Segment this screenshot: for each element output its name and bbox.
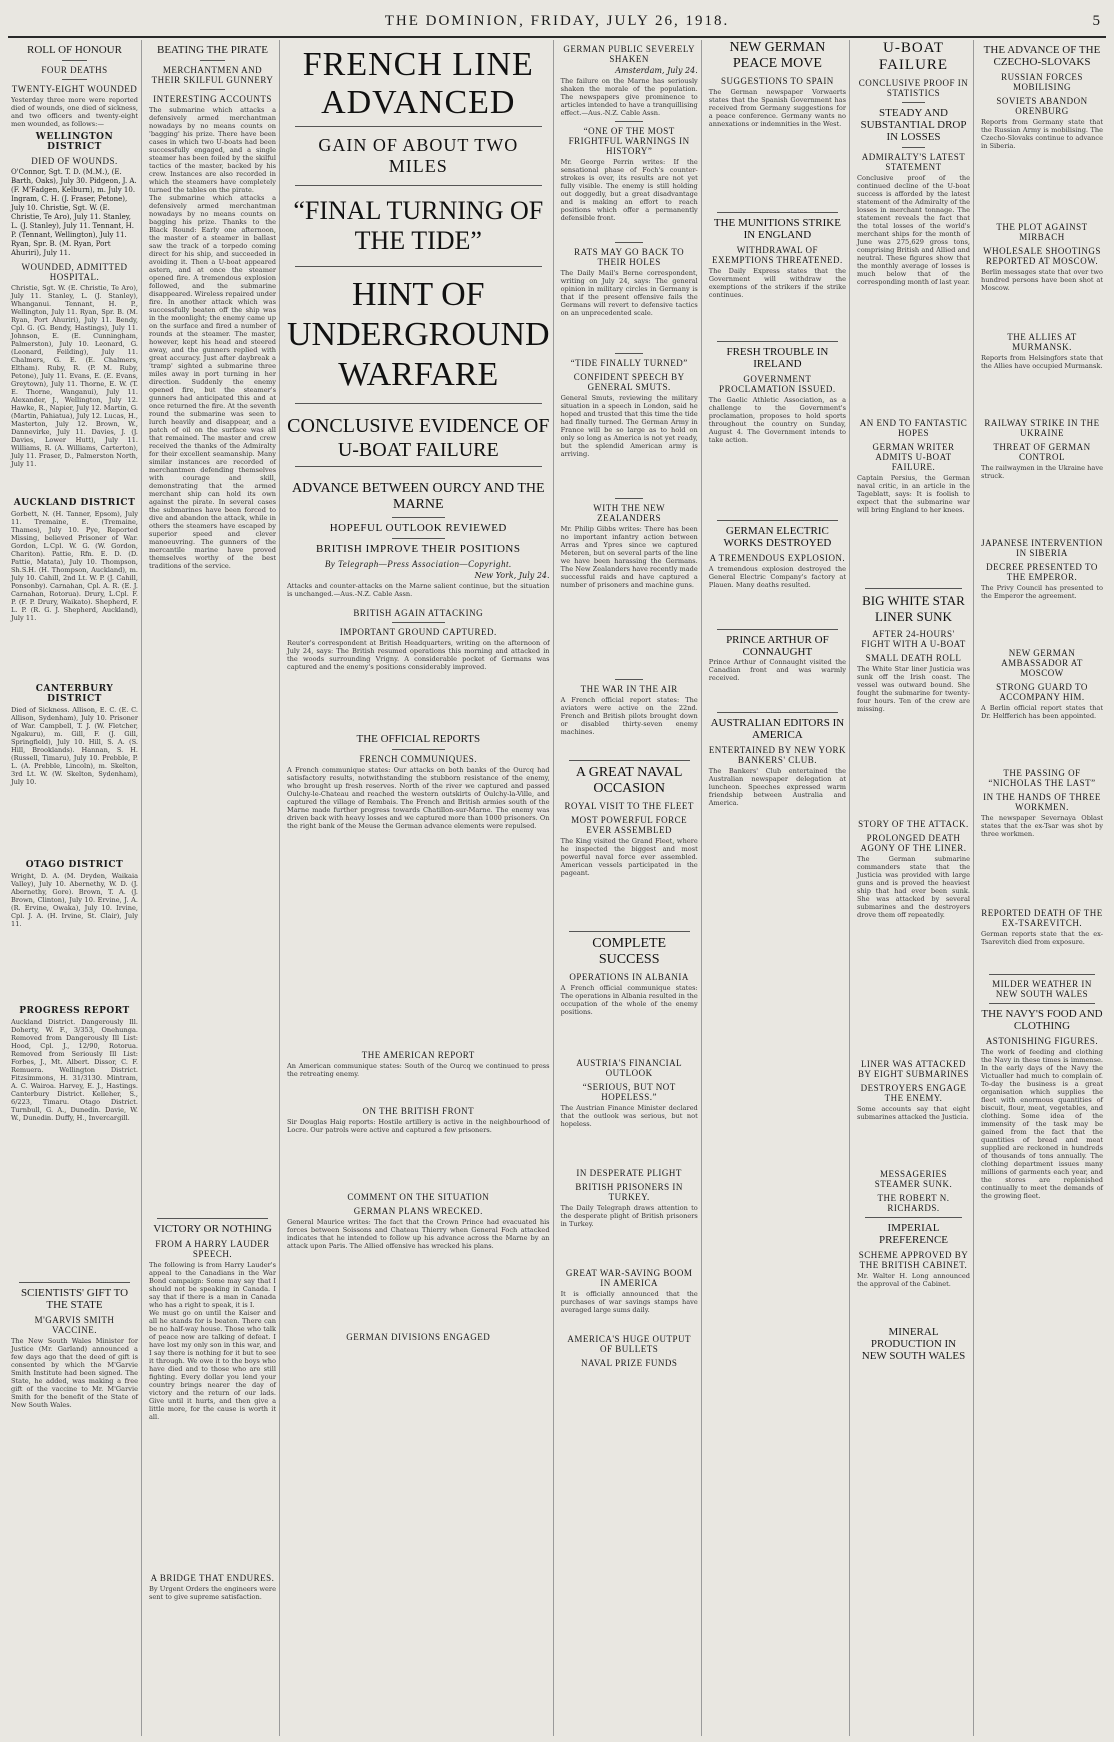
soviets-head: SOVIETS ABANDON ORENBURG [996,96,1088,116]
saving-body: It is officially announced that the purchases of war savings stamps have averaged large sums daily. [560,1290,698,1314]
story-body: The German submarine commanders state that the Justicia was provided with large guns and is proved the heaviest ship that had ever been sunk. She was attacked by several submarines and the destroyers drove them off repeatedly. [857,855,970,919]
column-roll-of-honour [8,40,142,1736]
peace-sub: SUGGESTIONS TO SPAIN [720,76,834,86]
again-head: BRITISH AGAIN ATTACKING [353,608,484,618]
air-body: A French official report states: The aviators were active on the 22nd. French and British pilots brought down or disabled thirty-seven enemy machines. [560,696,698,736]
ireland-body: The Gaelic Athletic Association, as a challenge to the Government's proclamation, proposes to hold sports throughout the country on Sunday, August 4. The Government intends to take action. [708,396,846,444]
roll-title: ROLL OF HONOUR [27,44,122,56]
roll-sub-wounded: TWENTY-EIGHT WOUNDED [11,84,138,94]
admits-body: Captain Persius, the German naval critic, in an article in the Tageblatt, says: It is foolish to expect that the submarine war will bring England to her knees. [857,474,970,514]
pirate-sub-accounts: INTERESTING ACCOUNTS [153,94,272,104]
hopeful-head: HOPEFUL OUTLOOK REVIEWED [329,522,507,534]
bridge-head: A BRIDGE THAT ENDURES. [150,1573,275,1583]
british-front-body: Sir Douglas Haig reports: Hostile artillery is active in the neighbourhood of Locre. Our patrols were active and captured a few prisoners. [287,1118,550,1134]
naval-sub2: MOST POWERFUL FORCE EVER ASSEMBLED [571,815,688,835]
lead-conclusive: CONCLUSIVE EVIDENCE OF U-BOAT FAILURE [287,415,550,461]
again-body: Reuter's correspondent at British Headquarters, writing on the afternoon of July 24, says: The British resumed operations this morning and attacked in the woods surrounding Vrigny. A considerable pocket of Germans was captured and the enemy's positions considerably improved. [287,639,550,671]
naval-prize-head: NAVAL PRIZE FUNDS [580,1358,678,1368]
canterbury-list: Died of Sickness. Allison, E. C. (E. C. Allison, Sydenham), July 10. Prisoner of War. Campbell, T. J. (W. Fletcher, Ngakuru), m. Gill, F. (J. Gill, Springfield), July 10. Hill, S. A. (S. Hill, Brooklands). Hannan, S. H. (Russell, Timaru), July 10. Prebble, P. L. (A. Prebble, Lincoln), m. Skelton, 3rd Lt. W. (W. Skelton, Sydenham), July 10. [11,706,138,786]
bullets-head: AMERICA'S HUGE OUTPUT OF BULLETS [567,1334,691,1354]
german-divisions: GERMAN DIVISIONS ENGAGED [346,1332,491,1342]
french-communiques: FRENCH COMMUNIQUES. [359,754,478,764]
ireland-sub: GOVERNMENT PROCLAMATION ISSUED. [719,374,836,394]
ambassador-body: A Berlin official report states that Dr. Helfferich has been appointed. [981,704,1103,720]
destroyers: DESTROYERS ENGAGE THE ENEMY. [860,1083,967,1103]
district-progress: PROGRESS REPORT [19,1006,130,1016]
austria-head: AUSTRIA'S FINANCIAL OUTLOOK [576,1058,683,1078]
lead-gain: GAIN OF ABOUT TWO MILES [318,135,519,176]
newspaper-columns [8,40,1106,1736]
frightful-head: “ONE OF THE MOST FRIGHTFUL WARNINGS IN HISTORY” [568,126,690,156]
czecho-head: THE ADVANCE OF THE CZECHO-SLOVAKS [983,44,1101,68]
naval-body: The King visited the Grand Fleet, where he inspected the biggest and most powerful naval force ever assembled. American vessels participated in the pageant. [560,837,698,877]
auckland-list: Gorbett, N. (H. Tanner, Epsom), July 11. Tremaine, E. (Tremaine, Thames), July 10. Pye, Reported Missing, believed Prisoner of War. Gordon, L.Cpl. W. G. (W. Gordon, Chariton). Pattie, Rfn. E. D. (D. Pattie, Matata), July 10. Thompson, Sh.S.H. (H. Thompson, Auckland), m. July 10. Cahill, 2nd Lt. W. P. (J. Cahill, Ponsonby). Carnahan, Cpl. A. R. (E. J. Carnahan, Rotorua). Drury, L.Cpl. F. P. (F. P. Drury, Waikato). Shepherd, F. L. P. (R. G. J. Shepherd, Auckland), July 11. [11,510,138,622]
scientists-sub: M'GARVIS SMITH VACCINE. [34,1315,115,1335]
british-front: ON THE BRITISH FRONT [362,1106,475,1116]
page-number: 5 [1092,12,1102,29]
prince-body: Prince Arthur of Connaught visited the Canadian front and was warmly received. [708,658,846,682]
liner-attacked: LINER WAS ATTACKED BY EIGHT SUBMARINES [857,1059,969,1079]
district-otago: OTAGO DISTRICT [25,860,124,870]
admiralty-head: ADMIRALTY'S LATEST STATEMENT [861,152,966,172]
end-head: AN END TO FANTASTIC HOPES [859,418,968,438]
district-wellington: WELLINGTON DISTRICT [35,132,114,152]
comment-head: COMMENT ON THE SITUATION [347,1192,490,1202]
liner-sub: AFTER 24-HOURS' FIGHT WITH A U-BOAT [861,629,966,649]
died-of-wounds-label: DIED OF WOUNDS. [31,156,118,166]
pirate-head: BEATING THE PIRATE [156,44,268,56]
destroyers-body: Some accounts say that eight submarines attacked the Justicia. [857,1105,970,1121]
column-beating-the-pirate [146,40,280,1736]
victory-body: We must go on until the Kaiser and all he stands for is beaten. There can be no half-way house. Those who talk of peace now are talking of defeat. I have lost my only son in this war, and I say there is nothing for it but to see it through. We owe it to the boys who have died and to those who are still fighting. Every dollar you lend your country brings nearer the day of victory and the return of our lads. Give until it hurts, and then give a little more, for the cause is worth it all. [149,1309,276,1421]
german-public-text: The failure on the Marne has seriously shaken the morale of the population. The newspapers give prominence to articles intended to have a tranquillising effect.—Aus.-N.Z. Cable Assn. [560,77,698,117]
nicholas-head: THE PASSING OF “NICHOLAS THE LAST” [988,768,1096,788]
albania-head: OPERATIONS IN ALBANIA [569,972,689,982]
desperate-sub: BRITISH PRISONERS IN TURKEY. [575,1182,683,1202]
reported-head: REPORTED DEATH OF THE EX-TSAREVITCH. [981,908,1103,928]
imperial-head: IMPERIAL PREFERENCE [878,1222,949,1246]
dateline-amsterdam: Amsterdam, July 24. [615,66,698,75]
mineral-head: MINERAL PRODUCTION IN NEW SOUTH WALES [861,1326,966,1362]
imperial-body: Mr. Walter H. Long announced the approval of the Cabinet. [857,1272,970,1288]
austria-body: The Austrian Finance Minister declared that the outlook was serious, but not hopeless. [560,1104,698,1128]
victory-head: VICTORY OR NOTHING [153,1223,272,1235]
column-uboat-failure [854,40,974,1736]
masthead-title: THE DOMINION, FRIDAY, JULY 26, 1918. [384,12,730,29]
japanese-sub: DECREE PRESENTED TO THE EMPEROR. [986,562,1098,582]
admiralty-body: Conclusive proof of the continued decline of the U-boat success is afforded by the latest statement of the Admiralty of the losses in merchant tonnage. The statement reveals the fact that the total losses of the world's merchant ships for the month of June was 275,629 gross tons, comprising British and Allied and neutral. These figures show that the monthly average of losses is much below that of the corresponding month of last year. [857,174,970,286]
ambassador-sub: STRONG GUARD TO ACCOMPANY HIM. [996,682,1088,702]
victory-text: The following is from Harry Lauder's appeal to the Canadians in the War Bond campaign: Some may say that I should not be speaking in Canada. I say that if there is a man in Canada who has a right to speak, it is I. [149,1261,276,1309]
important-head: IMPORTANT GROUND CAPTURED. [339,627,497,637]
czecho-body: Reports from Germany state that the Russian Army is mobilising. The Czecho-Slovaks continue to advance in Siberia. [981,118,1103,150]
electric-body: A tremendous explosion destroyed the General Electric Company's factory at Plauen. Many deaths resulted. [708,565,846,589]
victory-sub: FROM A HARRY LAUDER SPEECH. [155,1239,270,1259]
murmansk-head: THE ALLIES AT MURMANSK. [1007,332,1077,352]
navy-body: The work of feeding and clothing the Navy in these times is immense. In the early days of the Navy the Victualler had much to complain of. To-day the business is a great organisation which supplies the fleet with enormous quantities of biscuit, flour, meat, vegetables, and clothing. Some idea of the immensity of the task may be gained from the fact that the quantities of bread and meat supplied are reckoned in hundreds of thousands of tons annually. The clothing department issues many millions of garments each year, and the stores are replenished continually to meet the demands of the growing fleet. [981,1048,1103,1200]
complete-head: COMPLETE SUCCESS [592,936,667,967]
ireland-head: FRESH TROUBLE IN IRELAND [726,346,829,370]
naval-head: A GREAT NAVAL OCCASION [575,765,683,796]
munitions-sub: WITHDRAWAL OF EXEMPTIONS THREATENED. [711,245,843,265]
pirate-sub: MERCHANTMEN AND THEIR SKILFUL GUNNERY [151,65,274,85]
desperate-head: IN DESPERATE PLIGHT [576,1168,682,1178]
american-report: THE AMERICAN REPORT [361,1050,475,1060]
messageries: MESSAGERIES STEAMER SUNK. [874,1169,953,1189]
otago-list: Wright, D. A. (M. Dryden, Waikaia Valley), July 10. Abernethy, W. D. (J. Abernethy, Gore). Brown, T. A. (J. Brown, Clinton), July 10. Ervine, J. A. (R. Ervine, Owaka), July 10. Irvine, Cpl. J. A. (H. Irvine, St. Clair), July 11. [11,872,138,928]
austria-sub: “SERIOUS, BUT NOT HOPELESS.” [582,1082,676,1102]
uboat-sub: CONCLUSIVE PROOF IN STATISTICS [858,78,969,98]
rats-body: The Daily Mail's Berne correspondent, writing on July 24, says: The general opinion in military circles in Germany is that if the present offensive fails the Germans will revert to defensive tactics on an unprecedented scale. [560,269,698,317]
hands-head: IN THE HANDS OF THREE WORKMEN. [983,792,1101,812]
rats-head: RATS MAY GO BACK TO THEIR HOLES [574,247,685,267]
tide-head: “TIDE FINALLY TURNED” [570,358,688,368]
casualty-names: O'Connor, Sgt. T. D. (M.M.), (E. Barth, Oaks), July 30. Pidgeon, J. A. (F. M'Fadgen, Kelburn), m. July 10. Ingram, C. H. (J. Fraser, Petone), July 10. Christie, Sgt. W. (E. Christie, Te Aro), July 11. Stanley, L. (J. Stanley), July 11. Tennant, H. P. (Tennant, Wellington), July 11. Ryan, Spr. B. (M. Ryan, Port Ahuriri), July 11. [11,168,137,257]
bridge-text: By Urgent Orders the engineers were sent to give supreme satisfaction. [149,1585,276,1601]
reported-body: German reports state that the ex-Tsarevitch died from exposure. [981,930,1103,946]
navy-sub: ASTONISHING FIGURES. [985,1036,1099,1046]
liner-body: The White Star liner Justicia was sunk off the Irish coast. The vessel was outward bound. She fought the submarine for twenty-four hours. Ten of the crew are missing. [857,665,970,713]
munitions-body: The Daily Express states that the Government will withdraw the exemptions of the strikers if the strike continues. [708,267,846,299]
railway-body: The railwaymen in the Ukraine have struck. [981,464,1103,480]
comment-body: General Maurice writes: The fact that the Crown Prince had evacuated his forces between Soissons and Chateau Thierry when General Foch attacked indicates that he intended to follow up his advance across the Marne by an attack upon Paris. The Allied offensive has wrecked his plans. [287,1218,550,1250]
steady-head: STEADY AND SUBSTANTIAL DROP IN LOSSES [860,107,967,143]
munitions-head: THE MUNITIONS STRIKE IN ENGLAND [713,217,841,241]
official-head: THE OFFICIAL REPORTS [356,733,481,745]
editors-body: The Bankers' Club entertained the Australian newspaper delegation at luncheon. Speeches expressed warm friendship between Australia and America. [708,767,846,807]
saving-head: GREAT WAR-SAVING BOOM IN AMERICA [565,1268,693,1288]
albania-body: A French official communique states: The operations in Albania resulted in the occupation of the whole of the enemy positions. [560,984,698,1016]
lead-story [284,40,850,1736]
story-head: STORY OF THE ATTACK. [858,819,969,829]
death-roll: SMALL DEATH ROLL [865,653,962,663]
desperate-body: The Daily Telegraph draws attention to the desperate plight of British prisoners in Turkey. [560,1204,698,1228]
official-body: A French communique states: Our attacks on both banks of the Ourcq had satisfactory results, notwithstanding the stubborn resistance of the enemy, who brought up fresh reserves. North of the river we captured and passed Oulchy-le-Chateau and reached the western outskirts of Oulchy-la-Ville, and captured the village of Rembais. The French and British armies south of the Marne made further progress towards Chatillon-sur-Marne. The enemy was driven back with heavy losses and we captured more than 1000 prisoners. On the right bank of the Meuse the German advance elements were repulsed. [287,766,550,830]
american-body: An American communique states: South of the Ourcq we continued to press the retreating enemy. [287,1062,550,1078]
pirate-body: The submarine which attacks a defensively armed merchantman nowadays by no means counts on bagging his prize. Thanks to the Black Round: Early one afternoon, the master of a steamer in ballast saw the track of a torpedo coming direct for his ship, and succeeded in avoiding it. Then a U-boat appeared astern, and at once the steamer opened fire. A tremendous explosion followed, and the submarine disappeared. Wireless repaired under fire. In another attack which was successfully beaten off the ship was in the moonlight; the enemy came up on the surface and fired a number of rounds at the steamer. The master, however, kept his head and steered away, and the gunners replied with great accuracy. Just after daybreak a 'tramp' sighted a submarine three miles away in port turning in her direction. Suddenly the enemy opened fire, but the steamer's gunners had anticipated this and at once returned the fire. At the seventh round the submarine was seen to lurch heavily and disappear, and a patch of oil on the surface was all that remained. The master and crew received the thanks of the Admiralty for their excellent seamanship. Many similar instances are recorded of merchantmen defending themselves with courage and skill, demonstrating that the armed merchant ship can hold its own against the pirate. In several cases the submarines have been forced to dive and abandon the attack, while in others the steamers have escaped by superior speed and clever manoeuvring. The gunners of the mercantile marine have proved themselves worthy of the best traditions of the service. [149,194,276,570]
column-german-public [558,40,702,1736]
milder-head: MILDER WEATHER IN NEW SOUTH WALES [992,979,1092,999]
german-public-head: GERMAN PUBLIC SEVERELY SHAKEN [563,44,695,64]
admits-head: GERMAN WRITER ADMITS U-BOAT FAILURE. [872,442,955,472]
copyright-line: By Telegraph—Press Association—Copyright. [324,559,512,569]
lead-hint: HINT OF UNDERGROUND WARFARE [287,276,550,393]
lead-turning: “FINAL TURNING OF THE TIDE” [293,196,544,255]
roll-sub-deaths: FOUR DEATHS [41,65,108,75]
scientists-text: The New South Wales Minister for Justice (Mr. Garland) announced a few days ago that the deed of gift is consented by which the M'Garvie Smith Institute had been signed. The State, he added, was making a free gift of the vaccine to Mr. M'Garvie Smith for the benefit of the State of New South Wales. [11,1337,138,1409]
uboat-head: U-BOAT FAILURE [878,40,949,73]
roll-intro: Yesterday three more were reported died of wounds, one died of sickness, and two officers and twenty-eight men wounded, as follows:— [11,96,138,128]
japanese-head: JAPANESE INTERVENTION IN SIBERIA [981,538,1103,558]
district-auckland: AUCKLAND DISTRICT [13,498,136,508]
masthead [8,6,1106,38]
railway-head: RAILWAY STRIKE IN THE UKRAINE [984,418,1100,438]
advance-head: ADVANCE BETWEEN OURCY AND THE MARNE [292,481,545,512]
british-improve-head: BRITISH IMPROVE THEIR POSITIONS [316,543,521,555]
lead-column-1 [284,40,554,1736]
prince-head: PRINCE ARTHUR OF CONNAUGHT [726,634,829,658]
frightful-body: Mr. George Perrin writes: If the sensational phase of Foch's counter-strokes is over, its results are not yet fully visible. The enemy is still holding out doggedly, but a great disadvantage and is making an effort to reach positions which offer a permanently defensible front. [560,158,698,222]
pirate-text: The submarine which attacks a defensively armed merchantman nowadays by no means counts on 'bagging' his prize. There have been cases in which two U-boats had been successfully engaged, and a single steamer has been foiled by the skilful tactics of the master, backed by his crew. Instances are also recorded in which the steamers have completely turned the tables on the pirate. [149,106,276,194]
column-czecho-slovaks [978,40,1106,1736]
wholesale-head: WHOLESALE SHOOTINGS REPORTED AT MOSCOW. [983,246,1101,266]
air-head: THE WAR IN THE AIR [580,684,678,694]
wounded-label: WOUNDED, ADMITTED HOSPITAL. [21,262,128,282]
editors-sub: ENTERTAINED BY NEW YORK BANKERS' CLUB. [708,745,846,765]
murmansk-body: Reports from Helsingfors state that the Allies have occupied Murmansk. [981,354,1103,370]
naval-sub: ROYAL VISIT TO THE FLEET [564,801,694,811]
german-plans: GERMAN PLANS WRECKED. [353,1206,483,1216]
smuts-head: CONFIDENT SPEECH BY GENERAL SMUTS. [573,372,685,392]
peace-head: NEW GERMAN PEACE MOVE [729,40,826,71]
progress-list: Auckland District. Dangerously Ill. Doherty, W. F., 3/353, Onehunga. Removed from Dangerously Ill List: Hood, Cpl. J., 12/90, Rotorua. Removed from Seriously Ill List: Forbes, J., Mt. Albert. Dissor, C. F. Remuera. Wellington District. Fitzsimmons, H. 31/3130. Mintram, A. C. Wairoa. Harvey, E. J., Hastings. Canterbury District. Kelleher, S., 6/223, Timaru. Otago District. Turnbull, G. A., Dunedin. Davie, W. W., Dunedin. Duffy, H., Invercargill. [11,1018,138,1122]
nicholas-body: The newspaper Severnaya Oblast states that the ex-Tsar was shot by three workmen. [981,814,1103,838]
navy-head: THE NAVY'S FOOD AND CLOTHING [981,1008,1103,1032]
mirbach-head: THE PLOT AGAINST MIRBACH [996,222,1088,242]
scientists-head: SCIENTISTS' GIFT TO THE STATE [20,1287,129,1311]
electric-head: GERMAN ELECTRIC WORKS DESTROYED [723,525,832,549]
electric-sub: A TREMENDOUS EXPLOSION. [709,553,846,563]
nz-body: Mr. Philip Gibbs writes: There has been no important infantry action between Arras and Ypres since we captured Meteren, but on several parts of the line we have been harassing the Germans. The New Zealanders have recently made successful raids and have captured a number of prisoners and machine guns. [560,525,698,589]
ambassador-head: NEW GERMAN AMBASSADOR AT MOSCOW [1001,648,1083,678]
japanese-body: The Privy Council has presented to the Emperor the agreement. [981,584,1103,600]
column-peace-move [706,40,850,1736]
lead-text-1: Attacks and counter-attacks on the Marne salient continue, but the situation is unchanged.—Aus.-N.Z. Cable Assn. [287,582,550,598]
peace-body: The German newspaper Vorwaerts states that the Spanish Government has received from Germany suggestions for a peace conference. Germany wants no annexations or indemnities in the West. [708,88,846,128]
russian-head: RUSSIAN FORCES MOBILISING [1001,72,1083,92]
liner-head: BIG WHITE STAR LINER SUNK [862,593,965,624]
casualty-list-filler: Christie, Sgt. W. (E. Christie, Te Aro), July 11. Stanley, L. (J. Stanley), Whanganui. Tennant, H. P., Wellington, July 11. Ryan, Spr. B. (M. Ryan, Port Ahuriri), July 11. Bendy, Cpl. G. (G. Bendy, Hastings), July 11. Johnson, E. (E. Cunningham, Palmerston), July 10. Leonard, G. (Leonard, Feilding), July 11. Chalmers, G. E. (E. Chalmers, Eltham). Ruby, R. (P. M. Ruby, Petone), July 11. Evans, E. (E. Evans, Greytown), July 11. Thorne, E. W. (T. E. Thorne, Wanganui), July 11. Alexander, J., Wellington, July 12. Hawke, R., Napier, July 12. Martin, G. (Martin, Pahiatua), July 12. Lucas, H., Masterton, July 12. Brown, W., Dannevirke, July 11. Davies, J. (J. Davies, Lower Hutt), July 11. Williams, R. (A. Williams, Carterton), July 11. Fraser, D., Palmerston North, July 11. [11,284,138,468]
mirbach-body: Berlin messages state that over two hundred persons have been shot at Moscow. [981,268,1103,292]
nz-head: WITH THE NEW ZEALANDERS [593,503,666,523]
threat-head: THREAT OF GERMAN CONTROL [993,442,1091,462]
richards: THE ROBERT N. RICHARDS. [877,1193,950,1213]
dateline-newyork: New York, July 24. [474,571,550,580]
imperial-sub: SCHEME APPROVED BY THE BRITISH CABINET. [858,1250,969,1270]
prolonged-head: PROLONGED DEATH AGONY OF THE LINER. [860,833,967,853]
lead-headline: FRENCH LINE ADVANCED [302,46,534,121]
smuts-body: General Smuts, reviewing the military situation in a speech in London, said he hoped and trusted that this time the tide had finally turned. The German Army in France will be so large as to hold on only so long as America is not yet ready, but the splendid American army is arriving. [560,394,698,458]
editors-head: AUSTRALIAN EDITORS IN AMERICA [710,717,845,741]
district-canterbury: CANTERBURY DISTRICT [35,684,114,704]
